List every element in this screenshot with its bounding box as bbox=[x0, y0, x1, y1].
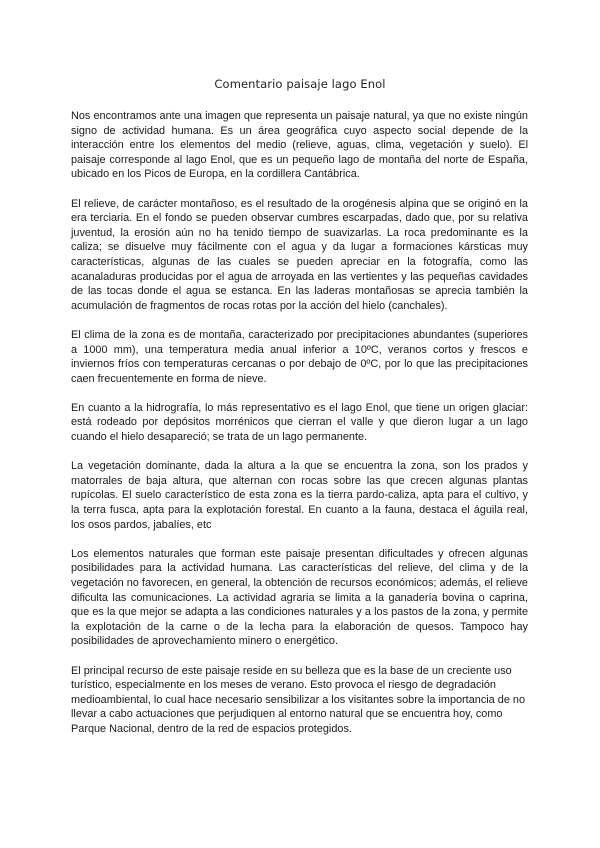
paragraph-hidrografia: En cuanto a la hidrografía, lo más representativo es el lago Enol, que tiene un origen glaciar: está rodeado por depósitos morrénicos que cierran el valle y que dieron lugar a un lago cuando el hielo desapareció; se trata de un lago permanente. bbox=[71, 401, 528, 444]
paragraph-actividad-humana: Los elementos naturales que forman este paisaje presentan dificultades y ofrecen algunas posibilidades para la actividad humana. Las características del relieve, del clima y de la vegetación no favorecen, en general, la obtención de recursos económicos; además, el relieve dificulta las comunicaciones. La actividad agraria se limita a la ganadería bovina o caprina, que es la que mejor se adapta a las condiciones naturales y a los pastos de la zona, y permite la explotación de la carne o de la lecha para la elaboración de quesos. Tampoco hay posibilidades de aprovechamiento minero o energético. bbox=[71, 547, 528, 648]
document-title: Comentario paisaje lago Enol bbox=[214, 77, 386, 91]
paragraph-intro: Nos encontramos ante una imagen que representa un paisaje natural, ya que no existe ningún signo de actividad humana. Es un área geográfica cuyo aspecto social depende de la interacción entre los elementos del medio (relieve, aguas, clima, vegetación y suelo). El paisaje corresponde al lago Enol, que es un pequeño lago de montaña del norte de España, ubicado en los Picos de Europa, en la cordillera Cantábrica. bbox=[71, 110, 528, 181]
paragraph-relieve: El relieve, de carácter montañoso, es el resultado de la orogénesis alpina que se originó en la era terciaria. En el fondo se pueden observar cumbres escarpadas, dado que, por su relativa juventud, la erosión aún no ha tenido tiempo de suavizarlas. La roca predominante es la caliza; se disuelve muy fácilmente con el agua y da lugar a formaciones kársticas muy características, algunas de las cuales se pueden apreciar en la fotografía, como las acanaladuras producidas por el agua de arroyada en las vertientes y las pequeñas cavidades de las tocas donde el agua se estanca. En las laderas montañosas se aprecia también la acumulación de fragmentos de rocas rotas por la acción del hielo (canchales). bbox=[71, 197, 528, 312]
document-body bbox=[71, 109, 528, 751]
paragraph-clima: El clima de la zona es de montaña, caracterizado por precipitaciones abundantes (superiores a 1000 mm), una temperatura media anual inferior a 10ºC, veranos cortos y frescos e inviernos fríos con temperaturas cercanas o por debajo de 0ºC, por lo que las precipitaciones caen frecuentemente en forma de nieve. bbox=[71, 328, 528, 385]
paragraph-turismo: El principal recurso de este paisaje reside en su belleza que es la base de un creciente uso turístico, especialmente en los meses de verano. Esto provoca el riesgo de degradación medioambiental, lo cual hace necesario sensibilizar a los visitantes sobre la importancia de no llevar a cabo actuaciones que perjudiquen al entorno natural que se encuentra hoy, como Parque Nacional, dentro de la red de espacios protegidos. bbox=[71, 664, 526, 735]
paragraph-vegetacion: La vegetación dominante, dada la altura a la que se encuentra la zona, son los prados y matorrales de baja altura, que alternan con rocas sobre las que crecen algunas plantas rupícolas. El suelo característico de esta zona es la tierra pardo-caliza, apta para el cultivo, y la terra fusca, apta para la explotación forestal. En cuanto a la fauna, destaca el águila real, los osos pardos, jabalíes, etc bbox=[71, 460, 528, 531]
